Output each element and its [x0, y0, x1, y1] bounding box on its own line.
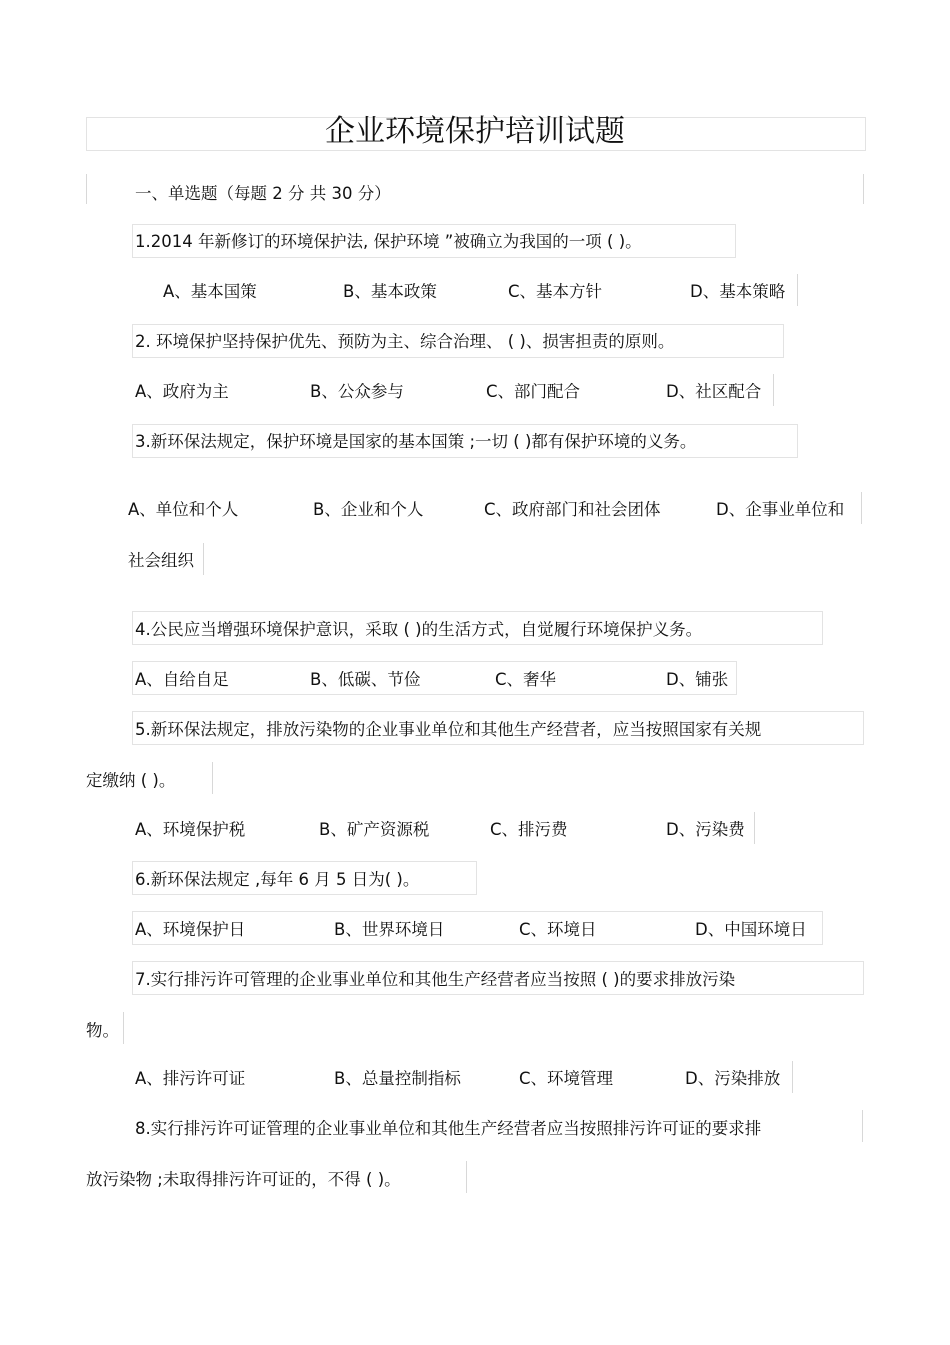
- question-8-line1: 8.实行排污许可证管理的企业事业单位和其他生产经营者应当按照排污许可证的要求排: [135, 1119, 762, 1138]
- q5-option-c: C、排污费: [490, 820, 568, 839]
- frame-line: [86, 174, 87, 204]
- q4-option-d: D、铺张: [666, 670, 729, 689]
- frame-line: [212, 762, 213, 794]
- question-7-line1: 7.实行排污许可管理的企业事业单位和其他生产经营者应当按照 ( )的要求排放污染: [135, 970, 736, 989]
- frame-line: [863, 174, 864, 204]
- frame-line: [123, 1012, 124, 1044]
- q5-option-b: B、矿产资源税: [319, 820, 430, 839]
- q3-option-b: B、企业和个人: [313, 500, 424, 519]
- q1-option-a: A、基本国策: [163, 282, 257, 301]
- q2-option-c: C、部门配合: [486, 382, 581, 401]
- q2-option-a: A、政府为主: [135, 382, 229, 401]
- q7-option-a: A、排污许可证: [135, 1069, 246, 1088]
- q6-option-a: A、环境保护日: [135, 920, 246, 939]
- q7-option-d: D、污染排放: [685, 1069, 781, 1088]
- q6-option-d: D、中国环境日: [695, 920, 807, 939]
- frame-line: [862, 1110, 863, 1142]
- frame-line: [797, 274, 798, 306]
- q4-option-a: A、自给自足: [135, 670, 229, 689]
- frame-line: [466, 1161, 467, 1193]
- frame-line: [754, 812, 755, 844]
- q6-option-b: B、世界环境日: [334, 920, 445, 939]
- q3-option-c: C、政府部门和社会团体: [484, 500, 661, 519]
- question-5-line1: 5.新环保法规定，排放污染物的企业事业单位和其他生产经营者，应当按照国家有关规: [135, 720, 762, 739]
- question-5-line2: 定缴纳 ( )。: [86, 771, 176, 790]
- q7-option-c: C、环境管理: [519, 1069, 614, 1088]
- q1-option-d: D、基本策略: [690, 282, 786, 301]
- question-3: 3.新环保法规定，保护环境是国家的基本国策 ;一切 ( )都有保护环境的义务。: [135, 432, 697, 451]
- q1-option-b: B、基本政策: [343, 282, 437, 301]
- q4-option-b: B、低碳、节俭: [310, 670, 421, 689]
- q5-option-d: D、污染费: [666, 820, 745, 839]
- question-6: 6.新环保法规定 ,每年 6 月 5 日为( )。: [135, 870, 420, 889]
- question-2: 2. 环境保护坚持保护优先、预防为主、综合治理、 ( )、损害担责的原则。: [135, 332, 675, 351]
- question-1: 1.2014 年新修订的环境保护法, 保护环境 ”被确立为我国的一项 ( )。: [135, 232, 642, 251]
- q5-option-a: A、环境保护税: [135, 820, 246, 839]
- q2-option-d: D、社区配合: [666, 382, 762, 401]
- question-4: 4.公民应当增强环境保护意识，采取 ( )的生活方式，自觉履行环境保护义务。: [135, 620, 703, 639]
- question-8-line2: 放污染物 ;未取得排污许可证的，不得 ( )。: [86, 1170, 401, 1189]
- frame-line: [773, 374, 774, 406]
- section-heading: 一、单选题（每题 2 分 共 30 分）: [135, 184, 391, 203]
- q3-option-a: A、单位和个人: [128, 500, 239, 519]
- q6-option-c: C、环境日: [519, 920, 597, 939]
- frame-line: [203, 543, 204, 575]
- q3-option-d: D、企事业单位和: [716, 500, 845, 519]
- frame-line: [861, 492, 862, 524]
- q2-option-b: B、公众参与: [310, 382, 404, 401]
- page-title: 企业环境保护培训试题: [325, 114, 625, 149]
- q7-option-b: B、总量控制指标: [334, 1069, 461, 1088]
- q3-option-d-continued: 社会组织: [128, 551, 194, 570]
- question-7-line2: 物。: [86, 1021, 119, 1040]
- frame-line: [792, 1061, 793, 1093]
- q4-option-c: C、奢华: [495, 670, 557, 689]
- q1-option-c: C、基本方针: [508, 282, 603, 301]
